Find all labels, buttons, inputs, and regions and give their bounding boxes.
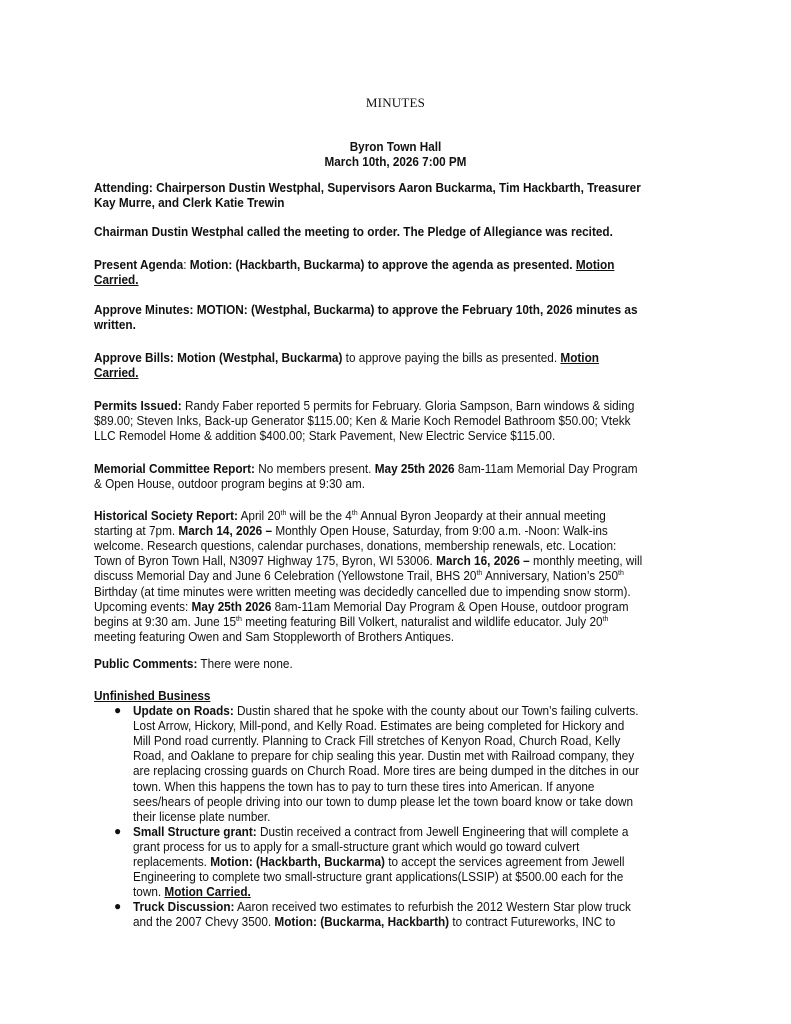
- meeting-datetime: March 10th, 2026 7:00 PM: [324, 155, 467, 169]
- document-title: MINUTES: [365, 95, 426, 110]
- text-line: [94, 509, 606, 523]
- text-line: [94, 524, 608, 538]
- text-run: replacements.: [133, 855, 211, 870]
- text-run: town.: [133, 885, 165, 900]
- text-run: meeting featuring Bill Volkert, naturalist and wildlife educator. July 20: [241, 614, 603, 629]
- text-run: Public Comments:: [94, 657, 198, 671]
- text-line: [133, 780, 594, 794]
- text-run: Randy Faber reported 5 permits for February. Gloria Sampson, Barn windows & siding: [181, 399, 635, 413]
- text-run: Small Structure grant:: [133, 825, 257, 839]
- text-run: Historical Society Report:: [94, 509, 238, 523]
- text-run: sees/hears of people driving into our town to dump please let the town board know or take down: [133, 794, 634, 809]
- text-line: [94, 318, 136, 332]
- text-run: April 20: [237, 509, 281, 523]
- text-run: Truck Discussion:: [133, 900, 235, 914]
- text-line: [133, 719, 624, 733]
- text-run: 8am-11am Memorial Day Program: [454, 462, 638, 476]
- text-line: [94, 258, 614, 272]
- text-run: Kay Murre, and Clerk Katie Trewin: [94, 196, 285, 211]
- text-run: There were none.: [197, 657, 293, 671]
- superscript: th: [618, 568, 624, 578]
- text-run: Motion: [575, 258, 615, 272]
- text-line: [94, 273, 139, 287]
- text-run: grant process for us to apply for a small-structure grant which would go toward culvert: [133, 840, 580, 855]
- text-line: [94, 585, 631, 599]
- text-run: Dustin received a contract from Jewell Engineering that will complete a: [256, 825, 629, 839]
- text-line: [133, 885, 251, 899]
- bullet-icon: ●: [114, 899, 122, 913]
- superscript: th: [280, 508, 287, 517]
- text-run: Motion Carried.: [164, 885, 251, 900]
- text-line: [94, 414, 631, 428]
- text-run: to contract Futureworks, INC to: [449, 915, 616, 930]
- text-line: [133, 840, 579, 854]
- text-line: [94, 462, 638, 476]
- text-line: [94, 225, 613, 239]
- text-run: to approve paying the bills as presented.: [342, 351, 561, 365]
- text-run: March 16, 2026 –: [436, 554, 530, 569]
- meeting-venue: Byron Town Hall: [349, 140, 442, 154]
- text-run: 8am-11am Memorial Day Program & Open House, outdoor program: [271, 599, 629, 614]
- superscript: th: [351, 508, 358, 517]
- text-run: are replacing crossing guards on Church Road. More tires are being dumped in the ditches in our: [133, 764, 639, 779]
- text-run: discuss Memorial Day and June 6 Celebration (Yellowstone Trail, BHS 20: [94, 569, 477, 584]
- text-line: [94, 366, 139, 380]
- text-run: welcome. Research questions, calendar purchases, donations, membership renewals, etc. Location:: [94, 539, 617, 554]
- text-run: :: [183, 258, 190, 272]
- text-run: March 14, 2026 –: [178, 524, 273, 539]
- text-run: Present Agenda: [94, 258, 184, 272]
- text-run: begins at 9:30 am. June 15: [94, 614, 237, 629]
- text-run: Monthly Open House, Saturday, from 9:00 a.m. -Noon: Walk-ins: [272, 524, 608, 539]
- text-line: [133, 855, 624, 869]
- text-run: town. When this happens the town has to pay to turn these tires into American. If anyone: [133, 779, 595, 794]
- text-run: Upcoming events:: [94, 599, 192, 614]
- bullet-icon: ●: [114, 703, 122, 717]
- text-run: Chairman Dustin Westphal called the meeting to order. The Pledge of Allegiance was recited.: [94, 225, 613, 239]
- text-run: Town of Byron Town Hall, N3097 Highway 175, Byron, WI 53006.: [94, 554, 437, 569]
- superscript: th: [602, 613, 609, 623]
- text-run: their license plate number.: [133, 809, 271, 824]
- text-run: Permits Issued:: [94, 399, 182, 413]
- text-line: [133, 764, 639, 778]
- text-line: [133, 795, 633, 809]
- text-run: LLC Remodel Home & addition $400.00; Stark Pavement, New Electric Service $115.00.: [94, 429, 556, 444]
- text-line: [133, 870, 623, 884]
- text-run: will be the 4: [286, 509, 352, 523]
- text-run: Road, and Oaklane to prepare for chip sealing this year. Dustin met with Railroad company, they: [133, 749, 635, 764]
- text-line: [94, 196, 284, 210]
- text-run: Motion: [560, 351, 599, 365]
- text-run: to accept the services agreement from Jewell: [384, 855, 625, 870]
- text-run: May 25th 2026: [191, 599, 272, 614]
- text-run: and the 2007 Chevy 3500.: [133, 915, 275, 930]
- text-run: Mill Pond road currently. Planning to Crack Fill stretches of Kenyon Road, Church Road, Kelly: [133, 734, 621, 749]
- text-run: Motion: (Buckarma, Hackbarth): [274, 915, 450, 930]
- text-line: [133, 900, 631, 914]
- text-run: Memorial Committee Report:: [94, 462, 255, 476]
- text-run: Update on Roads:: [133, 704, 234, 718]
- text-line: [133, 915, 615, 929]
- text-line: [94, 600, 629, 614]
- text-run: Motion: (Hackbarth, Buckarma) to approve the agenda as presented.: [189, 258, 576, 272]
- text-line: [94, 399, 634, 413]
- text-line: [133, 734, 620, 748]
- text-line: [94, 539, 616, 553]
- text-line: [94, 569, 624, 583]
- text-line: [133, 825, 628, 839]
- text-run: Approve Minutes: MOTION: (Westphal, Buckarma) to approve the February 10th, 2026 minutes as: [94, 303, 638, 317]
- text-run: Approve Bills: Motion (Westphal, Buckarma): [94, 351, 343, 365]
- text-run: written.: [94, 318, 136, 333]
- text-run: Annual Byron Jeopardy at their annual meeting: [357, 509, 606, 523]
- text-line: [94, 181, 641, 195]
- superscript: th: [236, 613, 242, 623]
- text-run: meeting featuring Owen and Sam Stoppleworth of Brothers Antiques.: [94, 629, 455, 644]
- text-run: monthly meeting, will: [529, 554, 643, 569]
- text-line: [94, 429, 555, 443]
- text-run: starting at 7pm.: [94, 524, 179, 539]
- text-line: [94, 657, 293, 671]
- text-run: No members present.: [254, 462, 375, 476]
- text-line: [94, 615, 608, 629]
- text-run: Anniversary, Nation’s 250: [482, 569, 619, 584]
- text-line: [133, 749, 634, 763]
- text-line: [94, 351, 599, 365]
- text-run: Dustin shared that he spoke with the county about our Town’s failing culverts.: [233, 704, 639, 718]
- text-line: [94, 630, 454, 644]
- text-run: May 25th 2026: [374, 462, 455, 476]
- text-run: $89.00; Steven Inks, Back-up Generator $115.00; Ken & Marie Koch Remodel Bathroom $50.00; Vtekk: [94, 414, 631, 429]
- superscript: th: [476, 568, 483, 578]
- text-run: Engineering to complete two small-structure grant applications(LSSIP) at $500.00 each for the: [133, 870, 624, 885]
- text-line: [133, 704, 638, 718]
- text-line: [94, 689, 210, 703]
- text-run: Aaron received two estimates to refurbish the 2012 Western Star plow truck: [234, 900, 631, 914]
- text-run: Carried.: [94, 366, 139, 381]
- bullet-icon: ●: [114, 824, 122, 838]
- text-run: Motion: (Hackbarth, Buckarma): [210, 855, 385, 870]
- text-run: Carried.: [94, 273, 139, 288]
- text-line: [133, 810, 270, 824]
- text-run: Lost Arrow, Hickory, Mill-pond, and Kelly Road. Estimates are being completed for Hickory and: [133, 719, 625, 734]
- text-run: Birthday (at time minutes were written meeting was decidedly cancelled due to impending snow storm).: [94, 584, 631, 599]
- text-run: Attending: Chairperson Dustin Westphal, Supervisors Aaron Buckarma, Tim Hackbarth, Treasurer: [94, 181, 641, 195]
- text-line: [94, 303, 638, 317]
- text-line: [94, 554, 642, 568]
- text-run: Unfinished Business: [94, 689, 211, 703]
- text-run: & Open House, outdoor program begins at 9:30 am.: [94, 477, 366, 492]
- text-line: [94, 477, 365, 491]
